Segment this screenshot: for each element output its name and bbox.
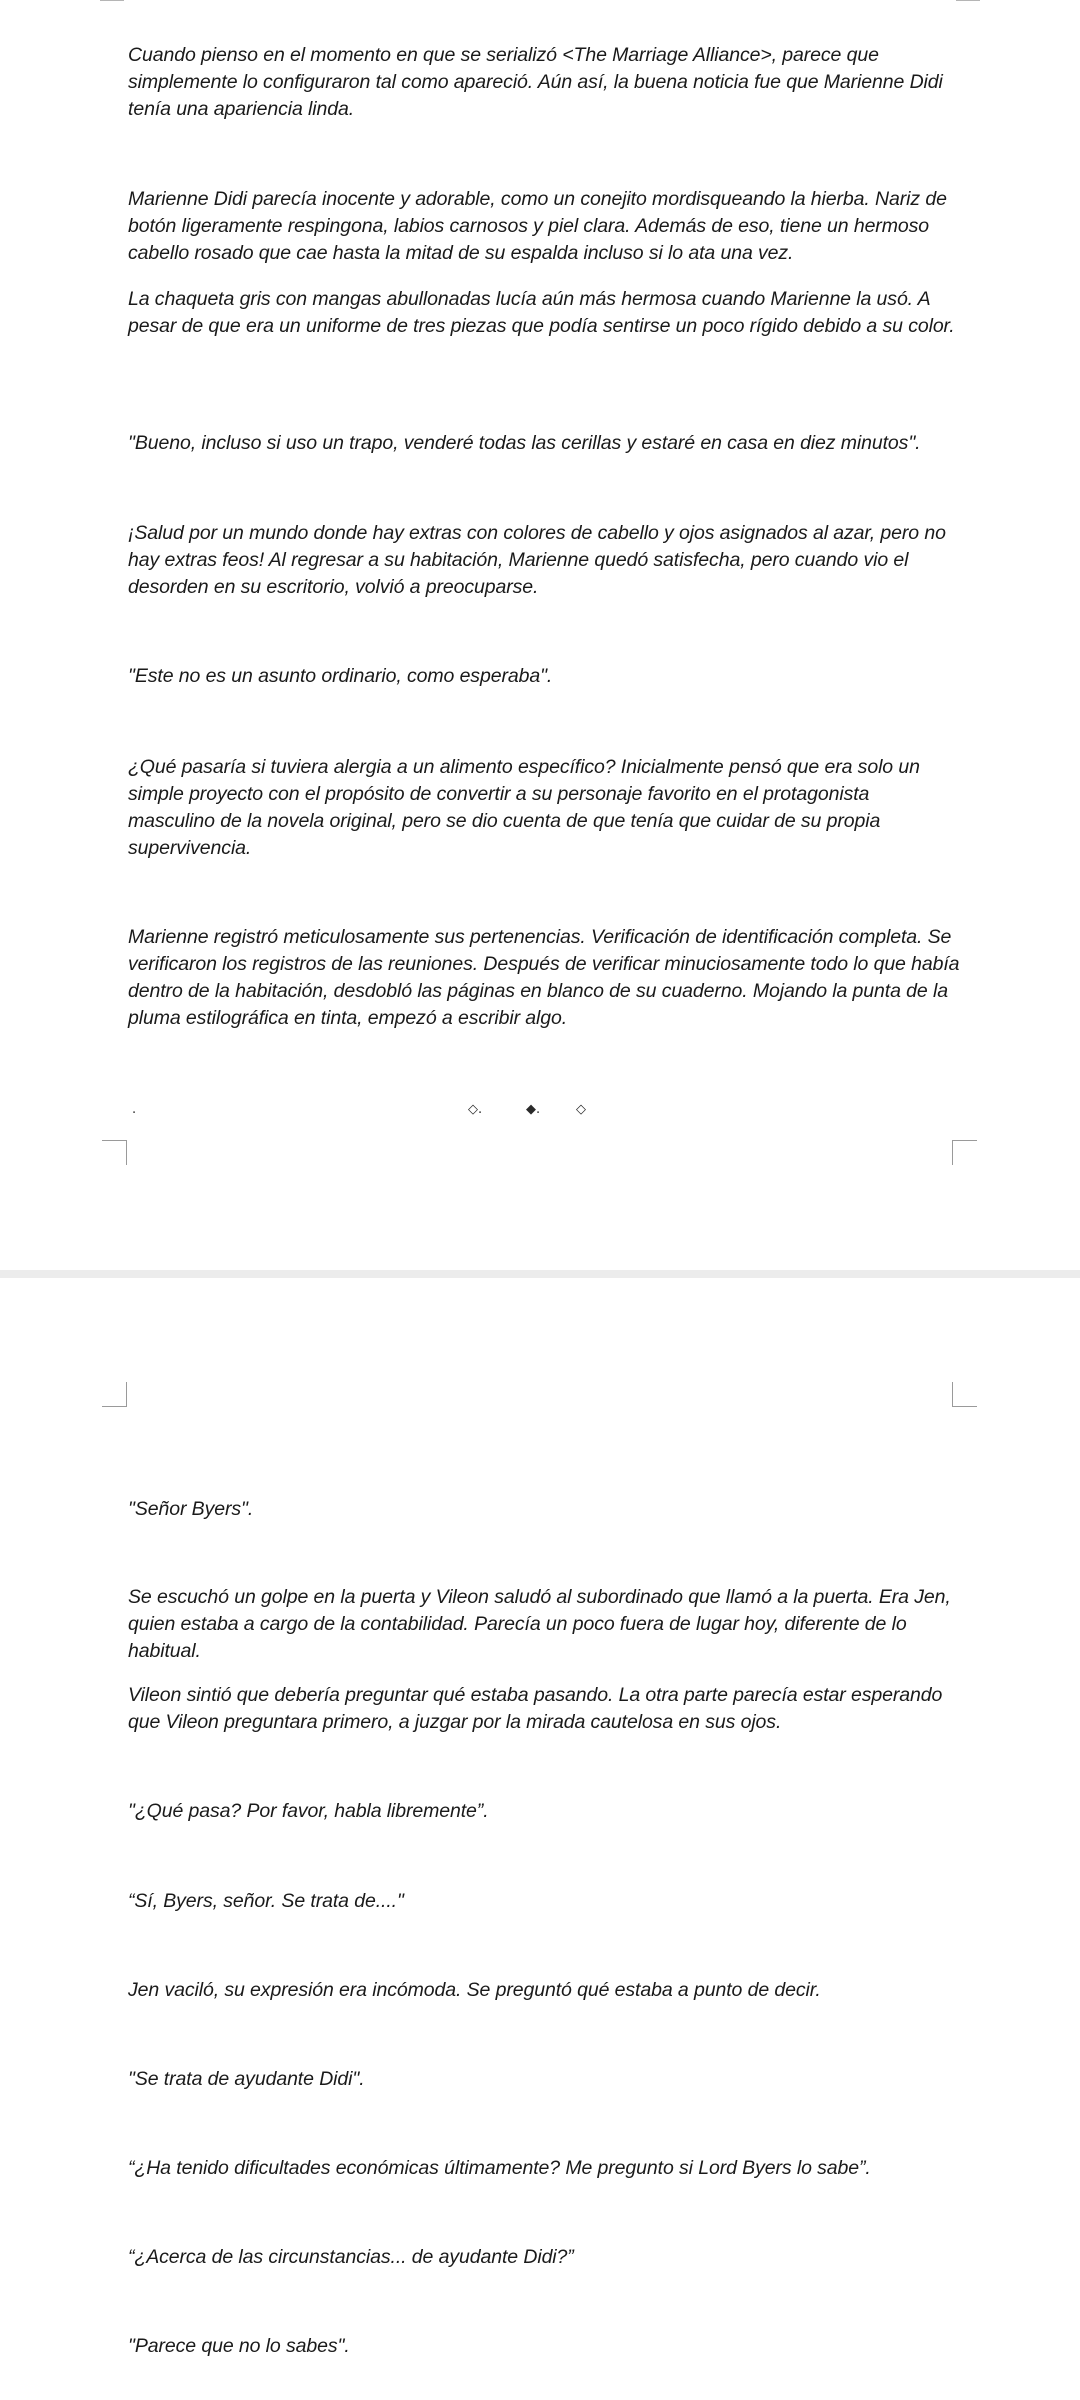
paragraph: Marienne Didi parecía inocente y adorable, como un conejito mordisqueando la hierba. Nariz de botón ligeramente respingona, labios carnosos y piel clara. Además de eso, tiene un hermoso cabello rosado que cae hasta la mitad de su espalda incluso si lo ata una vez.	[128, 188, 947, 264]
paragraph: Se escuchó un golpe en la puerta y Vileon saludó al subordinado que llamó a la puerta. Era Jen, quien estaba a cargo de la contabilidad. Parecía un poco fuera de lugar hoy, diferente de lo habitual.	[128, 1586, 951, 1662]
paragraph: Cuando pienso en el momento en que se serializó <The Marriage Alliance>, parece que simplemente lo configuraron tal como apareció. Aún así, la buena noticia fue que Marienne Didi tenía una apariencia linda.	[128, 44, 943, 120]
paragraph: "Se trata de ayudante Didi".	[128, 2068, 365, 2090]
separator-filled-diamond-icon: ◆.	[526, 1102, 541, 1117]
document-page-2	[0, 1278, 1080, 2400]
paragraph: Vileon sintió que debería preguntar qué estaba pasando. La otra parte parecía estar esperando que Vileon preguntara primero, a juzgar por la mirada cautelosa en sus ojos.	[128, 1684, 943, 1733]
page-corner-mark	[956, 0, 980, 1]
crop-mark-top-right	[952, 1382, 977, 1407]
separator-dot: .	[132, 1102, 137, 1117]
paragraph: “¿Ha tenido dificultades económicas últimamente? Me pregunto si Lord Byers lo sabe”.	[128, 2157, 871, 2179]
scene-separator	[128, 1098, 960, 1128]
paragraph: "¿Qué pasa? Por favor, habla libremente”.	[128, 1800, 489, 1822]
crop-mark-bottom-right	[952, 1140, 977, 1165]
page-break	[0, 1270, 1080, 1278]
paragraph: Marienne registró meticulosamente sus pertenencias. Verificación de identificación completa. Se verificaron los registros de las reuniones. Después de verificar minuciosamente todo lo que había dentro de la habitación, desdobló las páginas en blanco de su cuaderno. Mojando la punta de la pluma estilográfica en tinta, empezó a escribir algo.	[128, 926, 960, 1029]
paragraph: Jen vaciló, su expresión era incómoda. Se preguntó qué estaba a punto de decir.	[128, 1979, 821, 2001]
paragraph: ¿Qué pasaría si tuviera alergia a un alimento específico? Inicialmente pensó que era solo un simple proyecto con el propósito de convertir a su personaje favorito en el protagonista masculino de la novela original, pero se dio cuenta de que tenía que cuidar de su propia supervivencia.	[128, 756, 920, 859]
paragraph: "Señor Byers".	[128, 1498, 254, 1520]
paragraph: “¿Acerca de las circunstancias... de ayudante Didi?”	[128, 2246, 574, 2268]
paragraph: "Bueno, incluso si uso un trapo, venderé todas las cerillas y estaré en casa en diez minutos".	[128, 432, 921, 454]
crop-mark-bottom-left	[102, 1140, 127, 1165]
paragraph: "Parece que no lo sabes".	[128, 2335, 350, 2357]
paragraph: “Sí, Byers, señor. Se trata de...."	[128, 1890, 404, 1912]
paragraph: "Este no es un asunto ordinario, como esperaba".	[128, 665, 553, 687]
separator-open-diamond-icon: ◇	[576, 1102, 586, 1117]
paragraph: ¡Salud por un mundo donde hay extras con colores de cabello y ojos asignados al azar, pero no hay extras feos! Al regresar a su habitación, Marienne quedó satisfecha, pero cuando vio el desorden en su escritorio, volvió a preocuparse.	[128, 522, 946, 598]
page-corner-mark	[100, 0, 124, 1]
paragraph: La chaqueta gris con mangas abullonadas lucía aún más hermosa cuando Marienne la usó. A pesar de que era un uniforme de tres piezas que podía sentirse un poco rígido debido a su color.	[128, 288, 955, 337]
separator-open-diamond-icon: ◇.	[468, 1102, 483, 1117]
crop-mark-top-left	[102, 1382, 127, 1407]
